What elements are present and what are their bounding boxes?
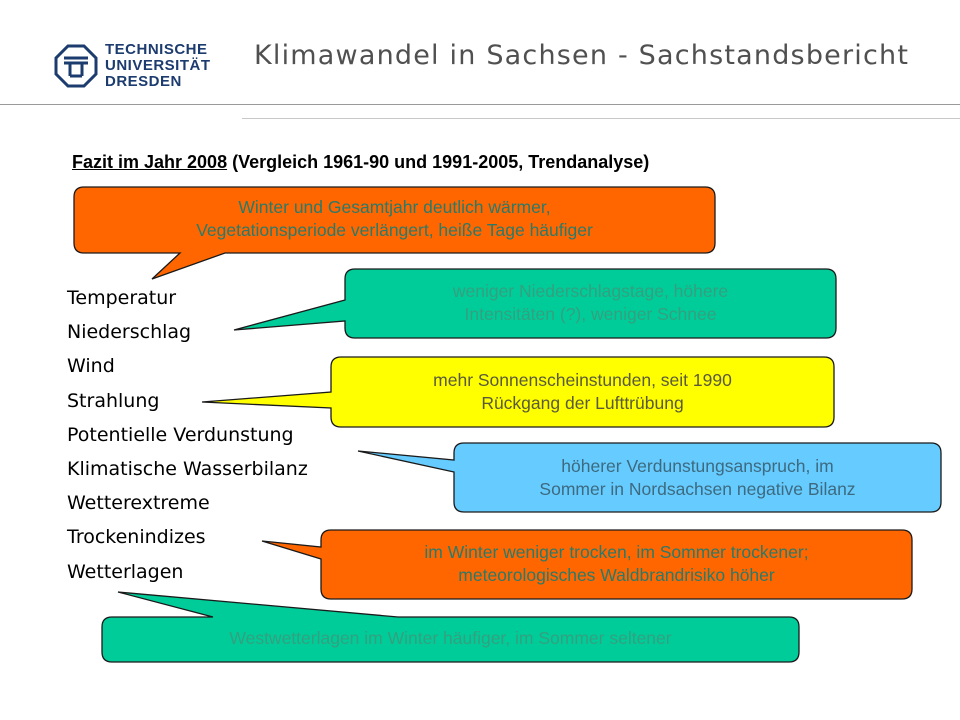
parameter-item: Potentielle Verdunstung — [67, 423, 294, 446]
callout-line: meteorologisches Waldbrandrisiko höher — [458, 565, 775, 585]
callout-text-wetterlagen — [102, 627, 799, 650]
callout-text-trockenindizes — [321, 541, 912, 587]
callout-line: Westwetterlagen im Winter häufiger, im Sommer seltener — [229, 628, 672, 648]
callout-line: im Winter weniger trocken, im Sommer trockener; — [424, 542, 809, 562]
subtitle-underlined: Fazit im Jahr 2008 — [72, 152, 228, 172]
parameter-item: Temperatur — [67, 287, 177, 309]
callout-line: Sommer in Nordsachsen negative Bilanz — [539, 479, 856, 499]
callout-line: weniger Niederschlagstage, höhere — [452, 281, 729, 301]
callout-text-temperatur — [74, 196, 715, 242]
logo-line: DRESDEN — [105, 73, 182, 90]
parameter-item: Wetterextreme — [67, 492, 210, 515]
logo-line: UNIVERSITÄT — [105, 57, 211, 74]
subtitle-rest: (Vergleich 1961-90 und 1991-2005, Trendanalyse) — [227, 152, 650, 172]
callout-line: Intensitäten (?), weniger Schnee — [464, 304, 717, 324]
parameter-item: Strahlung — [67, 389, 160, 412]
callout-text-strahlung — [331, 369, 834, 415]
callout-line: Winter und Gesamtjahr deutlich wärmer, — [238, 197, 551, 217]
parameter-item: Klimatische Wasserbilanz — [67, 458, 308, 481]
parameter-item: Wetterlagen — [67, 560, 184, 583]
callout-line: mehr Sonnenscheinstunden, seit 1990 — [433, 370, 732, 390]
page-title: Klimawandel in Sachsen - Sachstandsbericht — [254, 40, 910, 71]
logo-line: TECHNISCHE — [105, 41, 208, 58]
callout-line: Vegetationsperiode verlängert, heiße Tage häufiger — [196, 220, 593, 240]
callout-line: höherer Verdunstungsanspruch, im — [561, 456, 834, 476]
callout-line: Rückgang der Lufttrübung — [481, 393, 684, 413]
callout-text-wasserbilanz — [454, 455, 941, 501]
parameter-item: Trockenindizes — [67, 526, 206, 549]
parameter-item: Wind — [67, 355, 115, 378]
callout-text-niederschlag — [345, 280, 836, 326]
parameter-item: Niederschlag — [67, 321, 192, 344]
